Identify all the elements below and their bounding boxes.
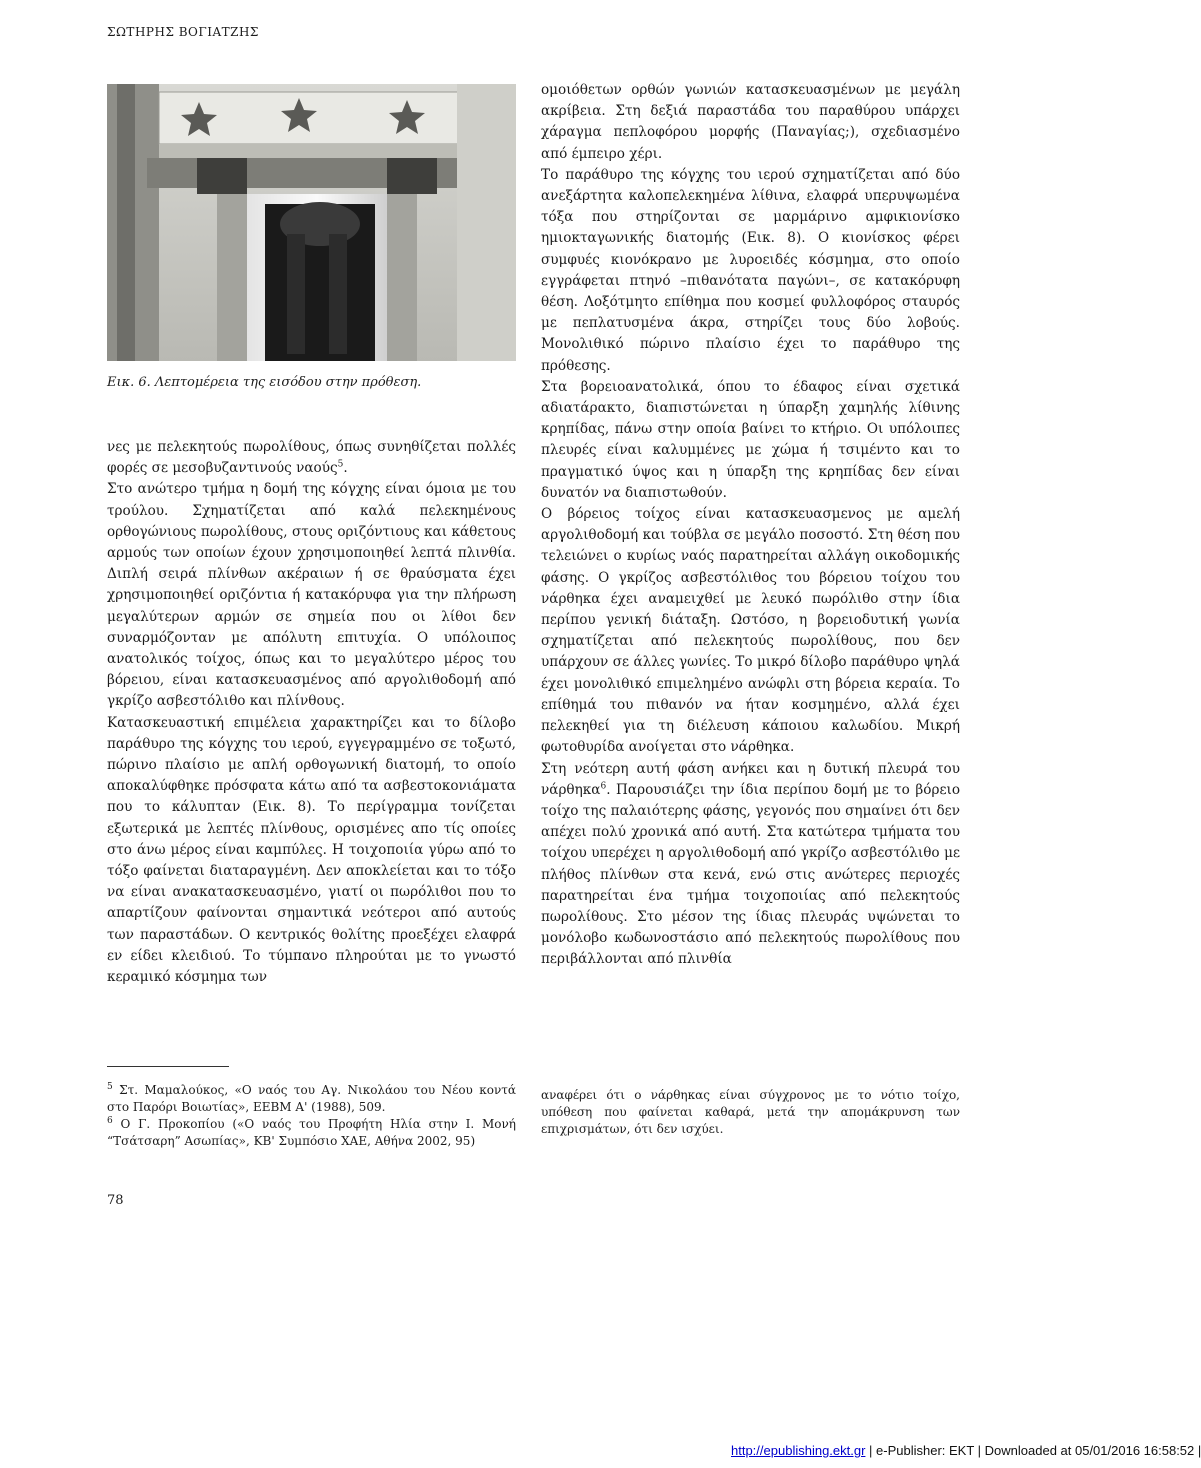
paragraph: Στη νεότερη αυτή φάση ανήκει και η δυτική πλευρά του νάρθηκα$^6$. Παρουσιάζει την ίδια περίπου δομή με το βόρειο τοίχο της παλαιότερης φάσης, γεγονός που σημαίνει ότι δεν απέχει πολύ χρονικά από αυτή. Στα κατώτερα τμήματα του τοίχου υπερέχει η αργολιθοδομή από γκρίζο ασβεστόλιθο με πλήθος πλίνθων στα κενά, ενώ στις ανώτερες περιοχές παρατηρείται ένα τμήμα τοιχοποιίας από πελεκητούς πωρολίθους. Στο μέσον της ίδιας πλευράς υψώνεται το μονόλοβο κωδωνοστάσιο από πελεκητούς πωρολίθους που περιβάλλονται από πλινθία [541,760,960,968]
paragraph: ομοιόθετων ορθών γωνιών κατασκευασμένων με μεγάλη ακρίβεια. Στη δεξιά παραστάδα του παραθύρου υπάρχει χάραγμα πεπλοφόρου μορφής (Παναγίας;), σχεδιασμένο από έμπειρο χέρι. [541,82,960,162]
paragraph: Στο ανώτερο τμήμα η δομή της κόγχης είναι όμοια με του τρούλου. Σχηματίζεται από καλά πελεκημένους ορθογώνιους πωρολίθους, στους οριζόντιους και κάθετους αρμούς των οποίων έχουν χρησιμοποιηθεί λεπτά πλινθία. Διπλή σειρά πλίνθων ακέραιων ή σε θραύσματα έχει χρησιμοποιηθεί οριζόντια ή κατακόρυφα για την πλήρωση μεγαλύτερων αρμών σε σημεία που οι λίθοι δεν συναρμόζονταν με απόλυτη επιτυχία. Ο υπόλοιπος ανατολικός τοίχος, όπως και το μεγαλύτερο μέρος του βόρειου, είναι κατασκευασμένος από αργολιθοδομή από γκρίζο ασβεστόλιθο και πλίνθους. [107,481,516,710]
download-footer: http://epublishing.ekt.gr | e-Publisher: EKT | Downloaded at 05/01/2016 16:58:52 | [731,1443,1201,1458]
footnotes-left [107,1082,516,1150]
running-header: ΣΩΤΗΡΗΣ ΒΟΓΙΑΤΖΗΣ [107,25,259,39]
figure-caption: Εικ. 6. Λεπτομέρεια της εισόδου στην πρόθεση. [107,375,422,390]
footnote-ref: 6 [600,781,607,792]
paragraph: νες με πελεκητούς πωρολίθους, όπως συνηθίζεται πολλές φορές σε μεσοβυζαντινούς ναούς$^5$. [107,439,516,477]
paragraph: Στα βορειοανατολικά, όπου το έδαφος είναι σχετικά αδιατάρακτο, διαπιστώνεται η ύπαρξη χαμηλής λίθινης κρηπίδας, πάνω στην οποία βαίνει το κτήριο. Οι υπόλοιπες πλευρές είναι καλυμμένες με χώμα ή τσιμέντο και το πραγματικό ύψος και η ύπαρξη της κρηπίδας δεν είναι δυνατόν να διαπιστωθούν. [541,378,960,501]
footnote: $^5$ Στ. Μαμαλούκος, «Ο ναός του Αγ. Νικολάου του Νέου κοντά στο Παρόρι Βοιωτίας», ΕΕΒΜ Α' (1988), 509. [107,1082,516,1114]
left-column [107,437,516,988]
paragraph: Κατασκευαστική επιμέλεια χαρακτηρίζει και το δίλοβο παράθυρο της κόγχης του ιερού, εγγεγραμμένο σε τοξωτό, πώρινο πλαίσιο με απλή ορθογωνική διατομή, το οποίο αποκαλύφθηκε πρόσφατα κάτω από τα ασβεστοκονιάματα που το κάλυπταν (Εικ. 8). Το περίγραμμα τονίζεται εξωτερικά με λεπτές πλίνθους, ορισμένες απο τίς οποίες στο άνω μέρος είναι καμπύλες. Η τοιχοποιία γύρω από το τόξο φαίνεται διαταραγμένη. Δεν αποκλείεται και το τόξο να είναι ανακατασκευασμένο, γιατί οι πωρόλιθοι που το απαρτίζουν φαίνονται σημαντικά νεότεροι από αυτούς των παραστάδων. Ο κεντρικός θολίτης προεξέχει ελαφρά εν είδει κλειδιού. Το τύμπανο πληρούται με το γνωστό κεραμικό κόσμημα των [107,714,516,986]
paragraph: Ο βόρειος τοίχος είναι κατασκευασμενος με αμελή αργολιθοδομή και τούβλα σε μεγάλο ποσοστό. Στη θέση που τελειώνει ο κυρίως ναός παρατηρείται αλλάγη οικοδομικής φάσης. Ο γκρίζος ασβεστόλιθος του βόρειου τοίχου του νάρθηκα έχει αναμειχθεί με λευκό πωρόλιθο στην ίδια περίπου γενική διάταξη. Ωστόσο, η βορειοδυτική γωνία σχηματίζεται από πελεκητούς πωρολίθους, που δεν υπάρχουν σε άλλες γωνίες. Το μικρό δίλοβο παράθυρο ψηλά έχει μονολιθικό επιμελημένο ανώφλι στη βόρεια κεραία. Το επίθημά του πιθανόν να ήταν κοσμημένο, αλλά έχει πελεκηθεί για τη διέλευση κάποιου καλωδίου. Μικρή φωτοθυρίδα ανοίγεται στο νάρθηκα. [541,506,960,756]
footnote: $^6$ Ο Γ. Προκοπίου («Ο ναός του Προφήτη Ηλία στην Ι. Μονή “Τσάτσαρη” Ασωπίας», ΚΒ' Συμπόσιο ΧΑΕ, Αθήνα 2002, 95) [107,1116,516,1148]
footnote-divider [107,1066,229,1067]
epublishing-link[interactable]: http://epublishing.ekt.gr [731,1443,866,1458]
right-column [541,80,960,971]
footnote-ref: 5 [337,459,344,470]
footnote: αναφέρει ότι ο νάρθηκας είναι σύγχρονος με το νότιο τοίχο, υπόθεση που φαίνεται καθαρά, μετά την απομάκρυνση των επιχρισμάτων, ότι δεν ισχύει. [541,1088,960,1136]
paragraph: Το παράθυρο της κόγχης του ιερού σχηματίζεται από δύο ανεξάρτητα καλοπελεκημένα λίθινα, ελαφρά υπερυψωμένα τόξα που στηρίζονται σε μαρμάρινο αμφικιονίσκο ημιοκταγωνικής διατομής (Εικ. 8). Ο κιονίσκος φέρει συμφυές κιονόκρανο με λυροειδές κόσμημα, στο οποίο εγγράφεται πτηνό –πιθανότατα παγώνι–, σε κατακόρυφη θέση. Λοξότμητο επίθημα που κοσμεί φυλλοφόρος σταυρός με πεπλατυσμένα άκρα, στηρίζει τους δύο λοβούς. Μονολιθικό πώρινο πλαίσιο έχει το παράθυρο της πρόθεσης. [541,166,960,374]
footnotes-right [541,1087,960,1138]
page-number: 78 [107,1193,124,1208]
figure-photo [107,84,516,361]
